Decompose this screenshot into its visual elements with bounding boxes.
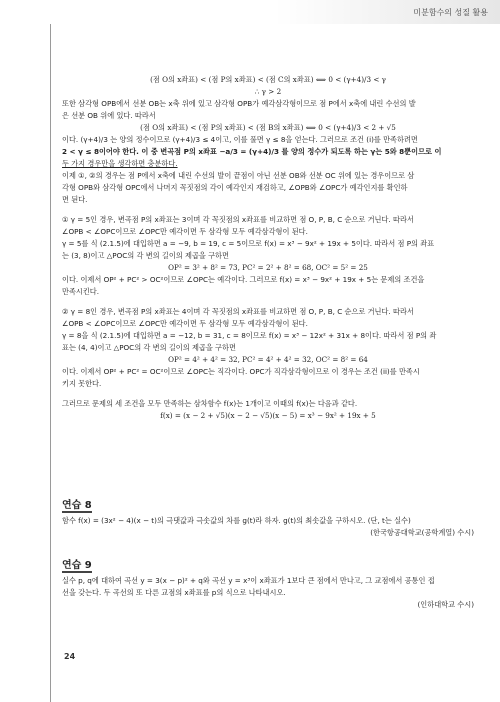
exercise-8-source: (한국항공대학교(공학계열) 수시) — [370, 528, 474, 537]
solution-body — [62, 74, 474, 422]
exercise-9 — [62, 556, 474, 611]
exercise-8-title: 연습 8 — [62, 500, 92, 511]
body-line: 이다. (γ+4)/3 는 양의 정수이므로 (γ+4)/3 ≤ 4이고, 이를 풀면 γ ≤ 8을 얻는다. 그러므로 조건 (i)를 만족하려면 — [62, 135, 418, 144]
body-line: ∠OPB < ∠OPC이므로 ∠OPC만 예각이면 두 삼각형 모두 예각삼각형이 된다. — [62, 227, 308, 236]
body-line: 은 선분 OB 위에 있다. 따라서 — [62, 111, 156, 120]
inequality-line-2: (점 O의 x좌표) < (점 P의 x좌표) < (점 B의 x좌표) ⟺ 0 < (γ+4)/3 < 2 + √5 — [140, 123, 396, 132]
body-line: 두 가지 경우만을 생각하면 충분하다. — [62, 159, 178, 168]
header-bar — [0, 0, 500, 24]
exercise-8-text: 함수 f(x) = (3x² − 4)(x − t)의 극댓값과 극솟값의 차를 g(t)라 하자. g(t)의 최솟값을 구하시오. (단, t는 실수) — [62, 516, 411, 525]
exercise-9-text: 선을 갖는다. 두 곡선의 또 다른 교점의 x좌표를 p의 식으로 나타내시오. — [62, 588, 286, 597]
equation-line: OP² = 4² + 4² = 32, PC² = 4² + 4² = 32, OC² = 8² = 64 — [168, 355, 368, 364]
body-line: 이제 ①, ②의 경우는 점 P에서 x축에 내린 수선의 발이 끝점이 아닌 선분 OB와 선분 OC 위에 있는 경우이므로 삼 — [62, 171, 415, 180]
exercise-9-title: 연습 9 — [62, 560, 92, 571]
body-line: 이다. 이제서 OP² + PC² > OC²이므로 ∠OPC는 예각이다. 그러므로 f(x) = x³ − 9x² + 19x + 5는 문제의 조건을 — [62, 275, 425, 284]
body-line: 그러므로 문제의 세 조건을 모두 만족하는 삼차함수 f(x)는 1개이고 이때의 f(x)는 다음과 같다. — [62, 399, 358, 408]
margin-rule — [50, 24, 51, 702]
body-line: 키지 못한다. — [62, 379, 102, 388]
body-line: 2 < γ ≤ 8이어야 한다. 이 중 변곡점 P의 x좌표 −a/3 = (γ+4)/3 를 양의 정수가 되도록 하는 γ는 5와 8뿐이므로 이 — [62, 147, 442, 156]
body-line: ∠OPB < ∠OPC이므로 ∠OPC만 예각이면 두 삼각형 모두 예각삼각형이 된다. — [62, 319, 308, 328]
body-line: γ = 5를 식 (2.1.5)에 대입하면 a = −9, b = 19, c = 5이므로 f(x) = x³ − 9x² + 19x + 5이다. 따라서 점 P의 좌표 — [62, 239, 435, 248]
inequality-line-1: (점 O의 x좌표) < (점 P의 x좌표) < (점 C의 x좌표) ⟺ 0 < (γ+4)/3 < γ — [150, 75, 386, 84]
equation-line: OP² = 3² + 8² = 73, PC² = 2² + 8² = 68, OC² = 5² = 25 — [168, 263, 368, 272]
body-line: 이다. 이제서 OP² + PC² = OC²이므로 ∠OPC는 직각이다. OPC가 직각삼각형이므로 이 경우는 조건 (ii)를 만족시 — [62, 367, 420, 376]
exercise-9-source: (인하대학교 수시) — [417, 600, 474, 609]
page-number: 24 — [64, 652, 76, 661]
final-equation: f(x) = (x − 2 + √5)(x − 2 − √5)(x − 5) = x³ − 9x² + 19x + 5 — [160, 411, 376, 420]
body-line: 면 된다. — [62, 195, 88, 204]
chapter-title: 미분함수의 성질 활용 — [413, 8, 488, 17]
case-1-heading: ① γ = 5인 경우, 변곡점 P의 x좌표는 3이며 각 꼭짓점의 x좌표를 비교하면 점 O, P, B, C 순으로 거닌다. 따라서 — [62, 215, 414, 224]
body-line: γ = 8을 식 (2.1.5)에 대입하면 a = −12, b = 31, c = 8이므로 f(x) = x³ − 12x² + 31x + 8이다. 따라서 점 P의 좌 — [62, 331, 437, 340]
body-line: 표는 (4, 4)이고 △POC의 각 변의 길이의 제곱을 구하면 — [62, 343, 236, 352]
body-line: 는 (3, 8)이고 △POC의 각 변의 길이의 제곱을 구하면 — [62, 251, 229, 260]
case-2-heading: ② γ = 8인 경우, 변곡점 P의 x좌표는 4이며 각 꼭짓점의 x좌표를 비교하면 점 O, P, B, C 순으로 거닌다. 따라서 — [62, 307, 414, 316]
body-line: 각형 OPB와 삼각형 OPC에서 나머지 꼭짓점의 각이 예각인지 재검하고, ∠OPB와 ∠OPC가 예각인지를 확인하 — [62, 183, 408, 192]
conclusion-line: ∴ γ > 2 — [254, 87, 282, 96]
exercise-9-text: 실수 p, q에 대하여 곡선 y = 3(x − p)² + q와 곡선 y = x³이 x좌표가 1보다 큰 점에서 만나고, 그 교점에서 공통인 접 — [62, 576, 435, 585]
body-line: 만족시킨다. — [62, 287, 100, 296]
exercise-8 — [62, 496, 474, 539]
body-line: 또한 삼각형 OPB에서 선분 OB는 x축 위에 있고 삼각형 OPB가 예각삼각형이므로 점 P에서 x축에 내린 수선의 발 — [62, 99, 416, 108]
